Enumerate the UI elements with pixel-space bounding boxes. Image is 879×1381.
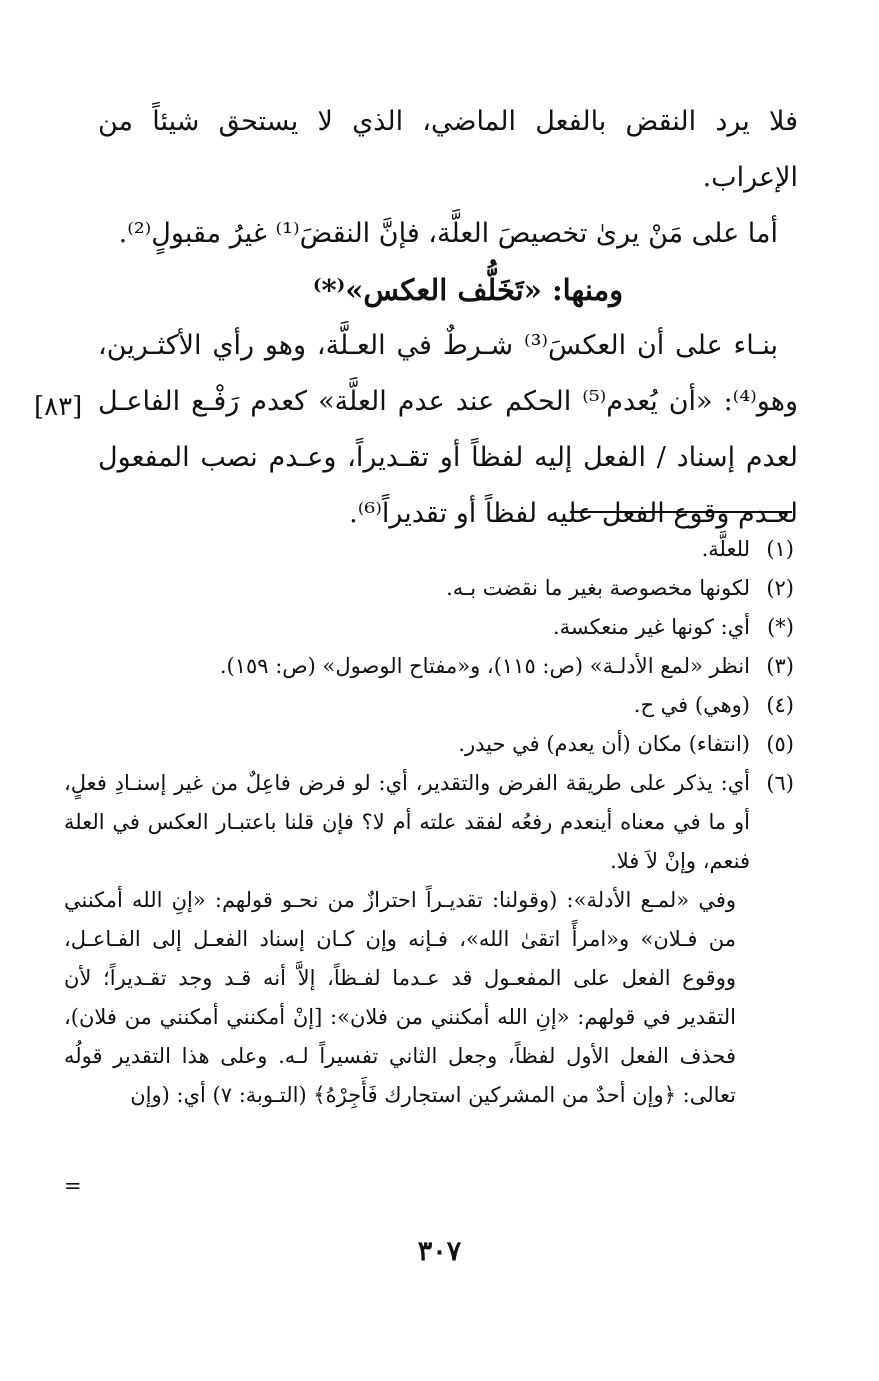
footnote-4: [64, 686, 794, 725]
main-paragraph: بنـاء على أن العكسَ⁽³⁾ شـرطٌ في العـلَّة، وهو رأي الأكثـرين، وهو⁽⁴⁾: «أن يُعدم⁽⁵⁾ الحكم عند عدم العلَّة» كعدم رَفْـع الفاعـل لعدم إسناد / الفعل إليه لفظاً أو تقـديراً، وعـدم نصب المفعول لعـدم وقوع الفعل عليه لفظاً أو تقديراً⁽⁶⁾.: [98, 330, 798, 529]
footnote-number: (٣): [766, 654, 794, 678]
footnote-text: أي: كونها غير منعكسة.: [552, 615, 750, 639]
footnote-text: انظر «لمع الأدلـة» (ص: ١١٥)، و«مفتاح الوصول» (ص: ١٥٩).: [219, 654, 750, 678]
footnote-number: (٦): [766, 771, 794, 795]
footnote-3: [64, 647, 794, 686]
footnote-6-continuation: وفي «لمـع الأدلة»: (وقولنا: تقديـراً احترازٌ من نحـو قولهم: «إنِ الله أمكنني من فـلان» و«امرأً اتقىٰ الله»، فـإنه وإن كـان إسناد الفعـل إلى الفـاعـل، ووقوع الفعل على المفعـول قد عـدما لفـظاً، إلاَّ أنه قـد وجد تقـديراً؛ لأن التقدير في قولهم: «إنِ الله أمكنني من فلان»: [إنْ أمكنني أمكنني من فلان)، فحذف الفعل الأول لفظاً، وجعل الثاني تفسيراً لـه. وعلى هذا التقدير قولُه تعالى: ﴿وإن أحدٌ من المشركين استجارك فَأَجِرْهُ﴾ (التـوبة: ٧) أي: (وإن: [64, 888, 736, 1107]
manuscript-page-reference: [٨٣]: [34, 392, 83, 422]
footnote-text: أي: يذكر على طريقة الفرض والتقدير، أي: لو فرض فاعِلٌ من غير إسنـادِ فعلٍ، أو ما في معناه أينعدم رفعُه لفقد علته أم لا؟ فإن قلنا باعتبـار العكس في العلة فنعم، وإنْ لاَ فلا.: [64, 771, 750, 873]
footnote-text: لكونها مخصوصة بغير ما نقضت بـه.: [446, 576, 750, 600]
footnotes: [64, 530, 794, 1115]
footnote-text: للعلَّة.: [701, 537, 750, 561]
footnote-number: (٢): [766, 576, 794, 600]
continuation-mark: =: [64, 1174, 82, 1198]
footnote-text: (انتفاء) مكان (أن يعدم) في حيدر.: [458, 732, 750, 756]
main-text: [98, 94, 798, 542]
footnote-separator: [570, 511, 792, 513]
section-heading: ومنها: «تَخَلُّف العكس»⁽*⁾: [312, 273, 624, 307]
footnote-5: [64, 725, 794, 764]
footnote-text: (وهي) في ح.: [633, 693, 750, 717]
main-line-2: أما على مَنْ يرىٰ تخصيصَ العلَّة، فإنَّ النقضَ⁽¹⁾ غيرُ مقبولٍ⁽²⁾.: [118, 218, 778, 249]
footnote-number: (٤): [766, 693, 794, 717]
footnote-number: (٥): [766, 732, 794, 756]
footnote-number: (١): [766, 537, 794, 561]
footnote-number: (*): [767, 615, 794, 639]
footnote-2: [64, 569, 794, 608]
page-number: ٣٠٧: [417, 1236, 462, 1267]
footnote-6: [64, 764, 794, 881]
main-line-1: فلا يرد النقض بالفعل الماضي، الذي لا يستحق شيئاً من الإعراب.: [98, 106, 798, 193]
footnote-1: [64, 530, 794, 569]
footnote-star: [64, 608, 794, 647]
